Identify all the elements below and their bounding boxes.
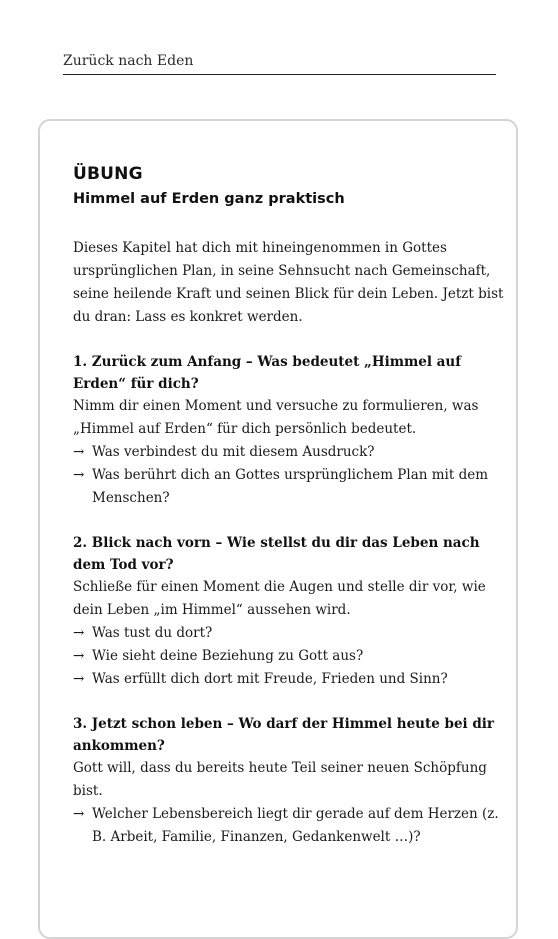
question-prompts (73, 622, 505, 691)
prompt-text: Was erfüllt dich dort mit Freude, Frieden und Sinn? (92, 671, 448, 687)
arrow-icon: → (73, 467, 85, 483)
question-text: Nimm dir einen Moment und versuche zu formulieren, was „Himmel auf Erden“ für dich persönlich bedeutet. (73, 398, 479, 437)
arrow-icon: → (73, 806, 85, 822)
prompt-item (73, 668, 505, 691)
exercise-title: Himmel auf Erden ganz praktisch (73, 191, 345, 207)
prompt-item (73, 645, 505, 668)
exercise-eyebrow: ÜBUNG (73, 164, 143, 184)
prompt-item (73, 803, 505, 849)
prompt-item (73, 464, 505, 510)
question-text: Schließe für einen Moment die Augen und stelle dir vor, wie dein Leben „im Himmel“ aussehen wird. (73, 579, 486, 618)
exercise-intro: Dieses Kapitel hat dich mit hineingenommen in Gottes ursprünglichen Plan, in seine Sehnsucht nach Gemeinschaft, seine heilende Kraft und seinen Blick für dein Leben. Jetzt bist du dran: Lass es konkret werden. (73, 240, 504, 325)
exercise-box (38, 119, 518, 939)
question-prompts (73, 441, 505, 510)
question-2 (73, 532, 505, 691)
arrow-icon: → (73, 648, 85, 664)
arrow-icon: → (73, 625, 85, 641)
prompt-text: Was berührt dich an Gottes ursprünglichem Plan mit dem Menschen? (92, 467, 489, 506)
question-1 (73, 351, 505, 510)
question-text: Gott will, dass du bereits heute Teil seiner neuen Schöpfung bist. (73, 760, 487, 799)
arrow-icon: → (73, 444, 85, 460)
question-heading: 1. Zurück zum Anfang – Was bedeutet „Himmel auf Erden“ für dich? (73, 354, 462, 392)
prompt-text: Was tust du dort? (92, 625, 213, 641)
prompt-item (73, 622, 505, 645)
prompt-text: Welcher Lebensbereich liegt dir gerade auf dem Herzen (z. B. Arbeit, Familie, Finanzen, Gedankenwelt …)? (92, 806, 499, 845)
question-heading: 2. Blick nach vorn – Wie stellst du dir das Leben nach dem Tod vor? (73, 535, 480, 573)
question-3 (73, 713, 505, 849)
prompt-text: Wie sieht deine Beziehung zu Gott aus? (92, 648, 364, 664)
exercise-content (73, 163, 505, 849)
prompt-item (73, 441, 505, 464)
prompt-text: Was verbindest du mit diesem Ausdruck? (92, 444, 375, 460)
question-prompts (73, 803, 505, 849)
running-header: Zurück nach Eden (63, 53, 496, 75)
question-heading: 3. Jetzt schon leben – Wo darf der Himmel heute bei dir ankommen? (73, 716, 495, 754)
arrow-icon: → (73, 671, 85, 687)
